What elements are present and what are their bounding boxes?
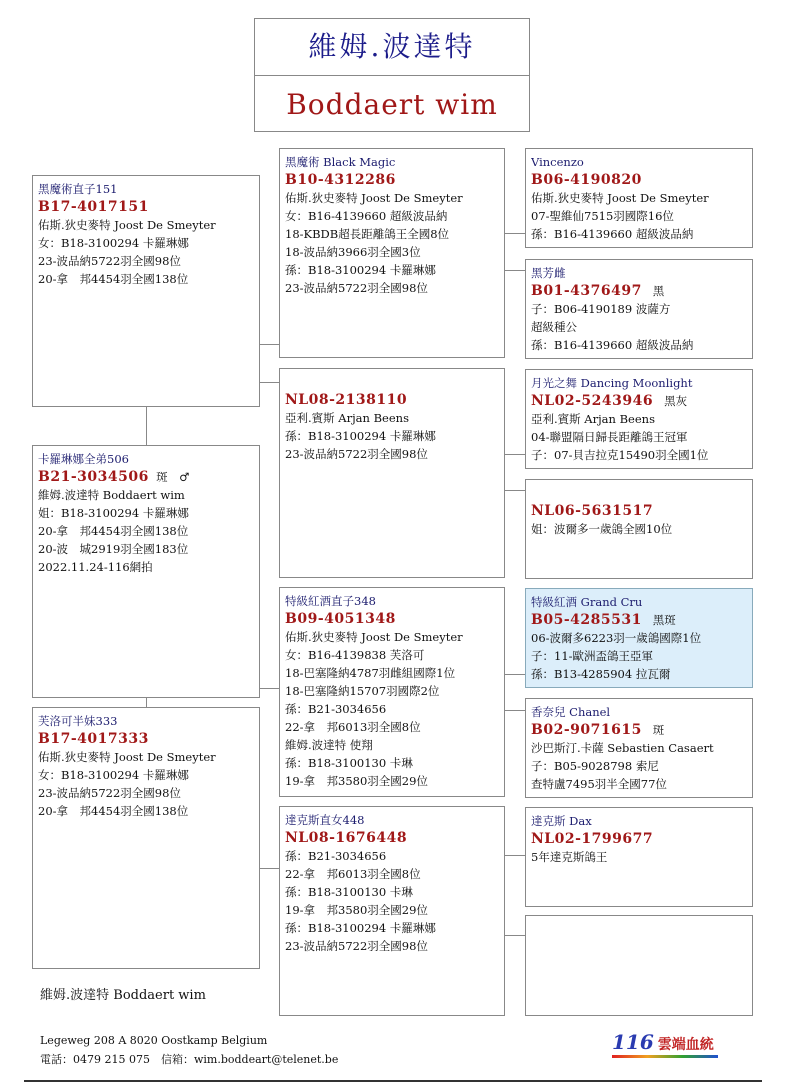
brand-logo (612, 1030, 714, 1054)
info-line: 孫：B16-4139660 超級波品納 (531, 338, 694, 352)
info-line: 07-聖維仙7515羽國際16位 (531, 209, 674, 223)
logo-text: 雲端血統 (657, 1037, 714, 1053)
bird-name: 香奈兒 Chanel (531, 705, 611, 719)
title-chinese: 維姆.波達特 (255, 19, 529, 76)
bird-name: 特級紅酒直子348 (285, 594, 376, 608)
info-line: 20-拿 邦4454羽全國138位 (38, 272, 189, 286)
info-line: 子：B06-4190189 波薩方 (531, 302, 671, 316)
ring-number: B06-4190820 (531, 172, 642, 188)
title-english: Boddaert wim (286, 88, 498, 121)
ring-extra: 黑灰 (664, 394, 688, 408)
info-line: 18-巴塞隆納15707羽國際2位 (285, 684, 440, 698)
connector-line (146, 698, 147, 707)
info-line: 23-波品納5722羽全國98位 (285, 939, 428, 953)
ring-extra: 黑 (652, 284, 665, 298)
ring-number: B01-4376497 (531, 283, 642, 299)
info-line: 超級種公 (531, 320, 577, 334)
connector-line (260, 688, 279, 689)
info-line: 女：B16-4139838 芙洛可 (285, 648, 425, 662)
pedigree-ggp-5 (525, 588, 753, 688)
connector-line (505, 454, 525, 455)
connector-line (260, 344, 279, 345)
info-line: 23-波品納5722羽全國98位 (285, 281, 428, 295)
info-line: 女：B18-3100294 卡羅琳娜 (38, 768, 189, 782)
info-line: 維姆.波達特 Boddaert wim (38, 488, 185, 502)
info-line: 佑斯.狄史麥特 Joost De Smeyter (38, 750, 216, 764)
pedigree-sire-sire (279, 148, 505, 358)
connector-line (505, 855, 525, 856)
connector-line (146, 407, 147, 445)
logo-number: 116 (612, 1030, 654, 1054)
info-line: 姐：波爾多一歲鴿全國10位 (531, 522, 673, 536)
ring-extra: 黑斑 (652, 613, 676, 627)
owner-address: Legeweg 208 A 8020 Oostkamp Belgium (40, 1034, 268, 1047)
bird-name: 特級紅酒 Grand Cru (531, 595, 643, 609)
info-line: 19-拿 邦3580羽全國29位 (285, 903, 428, 917)
ring-extra: 斑 ♂ (156, 470, 190, 484)
info-line: 23-波品納5722羽全國98位 (38, 786, 181, 800)
info-line: 18-巴塞隆納4787羽雌組國際1位 (285, 666, 456, 680)
ring-number: B09-4051348 (285, 611, 396, 627)
info-line: 孫：B18-3100294 卡羅琳娜 (285, 429, 436, 443)
ring-number: B02-9071615 (531, 722, 642, 738)
bird-name: 達克斯 Dax (531, 814, 592, 828)
pedigree-ggp-7 (525, 807, 753, 907)
info-line: 2022.11.24-116網拍 (38, 560, 153, 574)
pedigree-dam (32, 707, 260, 969)
bird-name: 卡羅琳娜全弟506 (38, 452, 129, 466)
ring-number: NL08-2138110 (285, 392, 408, 408)
info-line: 孫：B16-4139660 超級波品納 (531, 227, 694, 241)
info-line: 佑斯.狄史麥特 Joost De Smeyter (531, 191, 709, 205)
connector-line (260, 382, 279, 383)
info-line: 23-波品納5722羽全國98位 (38, 254, 181, 268)
pedigree-ggp-8 (525, 915, 753, 1016)
owner-contact: 電話：0479 215 075 信箱：wim.boddeart@telenet.be (40, 1053, 339, 1066)
owner-name: 維姆.波達特 Boddaert wim (40, 988, 206, 1003)
ring-number: B17-4017151 (38, 199, 149, 215)
pedigree-ggp-3 (525, 369, 753, 469)
ring-number: NL02-1799677 (531, 831, 654, 847)
info-line: 佑斯.狄史麥特 Joost De Smeyter (285, 191, 463, 205)
info-line: 子：07-貝吉拉克15490羽全國1位 (531, 448, 709, 462)
ring-number: NL06-5631517 (531, 503, 654, 519)
pedigree-sire-dam (279, 368, 505, 578)
info-line: 22-拿 邦6013羽全國8位 (285, 720, 421, 734)
title-box (254, 18, 530, 132)
bottom-rule (24, 1080, 762, 1082)
info-line: 孫：B18-3100294 卡羅琳娜 (285, 921, 436, 935)
bird-name: 達克斯直女448 (285, 813, 365, 827)
pedigree-ggp-1 (525, 148, 753, 248)
info-line: 20-拿 邦4454羽全國138位 (38, 804, 189, 818)
info-line: 19-拿 邦3580羽全國29位 (285, 774, 428, 788)
connector-line (260, 868, 279, 869)
bird-name: 黑芳雌 (531, 266, 566, 280)
connector-line (505, 935, 525, 936)
pedigree-ggp-4 (525, 479, 753, 579)
connector-line (505, 710, 525, 711)
ring-number: B21-3034506 (38, 469, 149, 485)
bird-name: 芙洛可半妹333 (38, 714, 118, 728)
info-line: 孫：B21-3034656 (285, 849, 387, 863)
bird-name: 黑魔術直子151 (38, 182, 118, 196)
pedigree-ggp-6 (525, 698, 753, 798)
info-line: 佑斯.狄史麥特 Joost De Smeyter (285, 630, 463, 644)
info-line: 女：B16-4139660 超級波品納 (285, 209, 448, 223)
pedigree-dam-dam (279, 806, 505, 1016)
info-line: 沙巴斯汀.卡薩 Sebastien Casaert (531, 741, 714, 755)
info-line: 維姆.波達特 使翔 (285, 738, 373, 752)
info-line: 亞利.賓斯 Arjan Beens (285, 411, 409, 425)
info-line: 亞利.賓斯 Arjan Beens (531, 412, 655, 426)
ring-number: NL08-1676448 (285, 830, 408, 846)
info-line: 孫：B13-4285904 拉瓦爾 (531, 667, 671, 681)
pedigree-subject (32, 445, 260, 698)
info-line: 孫：B18-3100130 卡琳 (285, 885, 413, 899)
ring-number: B10-4312286 (285, 172, 396, 188)
info-line: 孫：B21-3034656 (285, 702, 387, 716)
ring-extra: 斑 (652, 723, 665, 737)
info-line: 23-波品納5722羽全國98位 (285, 447, 428, 461)
bird-name: Vincenzo (531, 155, 584, 169)
info-line: 查特盧7495羽半全國77位 (531, 777, 667, 791)
info-line: 5年達克斯鴿王 (531, 850, 608, 864)
info-line: 20-波 城2919羽全國183位 (38, 542, 189, 556)
connector-line (505, 233, 525, 234)
ring-number: B17-4017333 (38, 731, 149, 747)
connector-line (505, 270, 525, 271)
info-line: 子：B05-9028798 索尼 (531, 759, 659, 773)
pedigree-sire (32, 175, 260, 407)
pedigree-ggp-2 (525, 259, 753, 359)
info-line: 04-聯盟隔日歸長距離鴿王冠軍 (531, 430, 688, 444)
info-line: 18-波品納3966羽全國3位 (285, 245, 421, 259)
info-line: 子：11-歐洲盃鴿王亞軍 (531, 649, 654, 663)
bird-name: 黑魔術 Black Magic (285, 155, 396, 169)
info-line: 22-拿 邦6013羽全國8位 (285, 867, 421, 881)
connector-line (505, 674, 525, 675)
info-line: 佑斯.狄史麥特 Joost De Smeyter (38, 218, 216, 232)
info-line: 18-KBDB超長距離鴿王全國8位 (285, 227, 450, 241)
ring-number: NL02-5243946 (531, 393, 654, 409)
pedigree-dam-sire (279, 587, 505, 797)
connector-line (505, 490, 525, 491)
ring-number: B05-4285531 (531, 612, 642, 628)
info-line: 20-拿 邦4454羽全國138位 (38, 524, 189, 538)
logo-underline (612, 1055, 718, 1058)
info-line: 姐：B18-3100294 卡羅琳娜 (38, 506, 189, 520)
info-line: 孫：B18-3100130 卡琳 (285, 756, 413, 770)
info-line: 06-波爾多6223羽一歲鴿國際1位 (531, 631, 702, 645)
info-line: 孫：B18-3100294 卡羅琳娜 (285, 263, 436, 277)
info-line: 女：B18-3100294 卡羅琳娜 (38, 236, 189, 250)
bird-name: 月光之舞 Dancing Moonlight (531, 376, 693, 390)
